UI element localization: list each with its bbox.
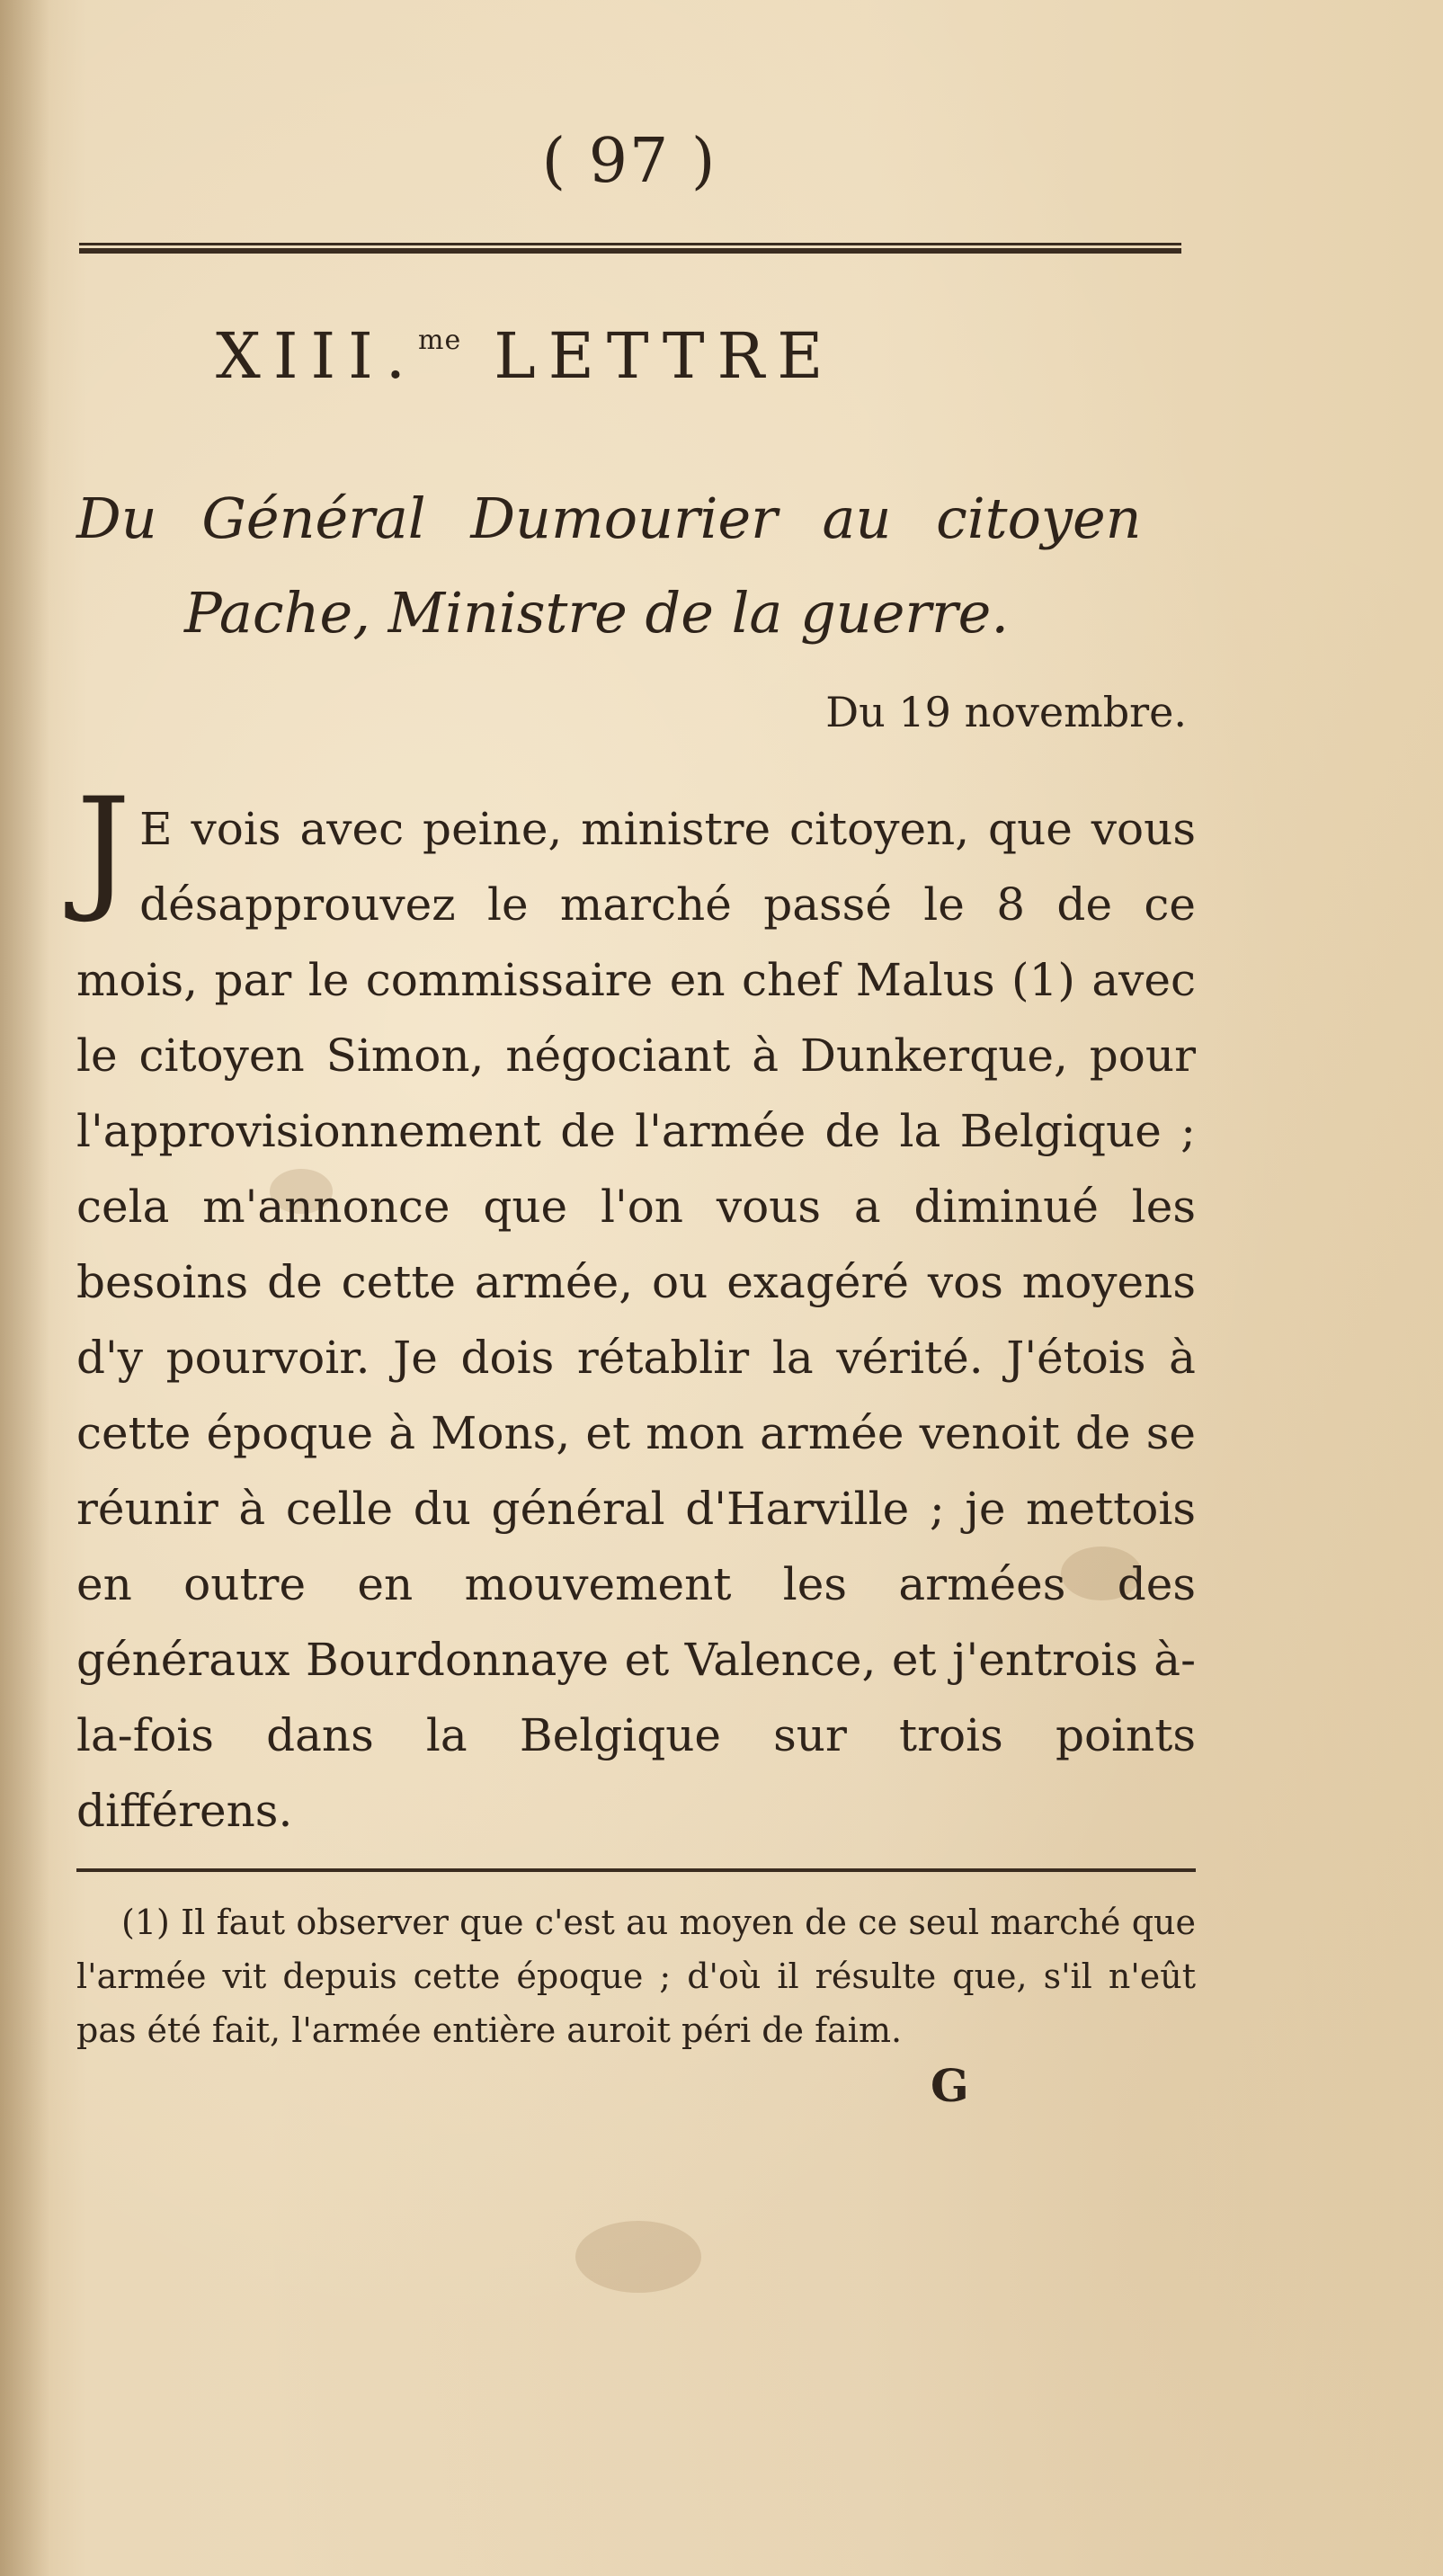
gutter-shadow (0, 0, 49, 2576)
foxing-stain (575, 2221, 701, 2293)
footnote-text: (1) Il faut observer que c'est au moyen de ce seul marché que l'armée vit depuis cette époque ; d'où il résulte que, s'il n'eût pas été fait, l'armée entière auroit péri de faim. (76, 1903, 1196, 2050)
heading-suffix: me (418, 325, 462, 356)
drop-cap: J (76, 770, 131, 926)
subtitle-line-2: Pache, Ministre de la guerre. (184, 580, 1010, 646)
dateline: Du 19 novembre. (825, 688, 1187, 736)
body-paragraph: E vois avec peine, ministre citoyen, que vous désapprouvez le marché passé le 8 de ce mois, par le commissaire en chef Malus (1) avec le citoyen Simon, négociant à Dunkerque, pour l'approvisionnement de l'armée de la Belgique ; cela m'annonce que l'on vous a diminué les besoins de cette armée, ou exagéré vos moyens d'y pourvoir. Je dois rétablir la vérité. J'étois à cette époque à Mons, et mon armée venoit de se réunir à celle du général d'Harville ; je mettois en outre en mouvement les armées des généraux Bourdonnaye et Valence, et j'entrois à-la-fois dans la Belgique sur trois points différens. (76, 803, 1196, 1837)
footnote-rule (76, 1868, 1196, 1872)
footnote (76, 1895, 1196, 2057)
signature-mark: G (931, 2059, 969, 2112)
page-number: ( 97 ) (541, 126, 717, 197)
header-rule (79, 243, 1181, 254)
letter-heading (216, 319, 1115, 393)
subtitle-line-1: Du Général Dumourier au citoyen (76, 486, 1142, 551)
heading-ordinal: XIII. (216, 319, 419, 393)
letter-body (76, 770, 1196, 1849)
heading-word: LETTRE (494, 319, 836, 393)
